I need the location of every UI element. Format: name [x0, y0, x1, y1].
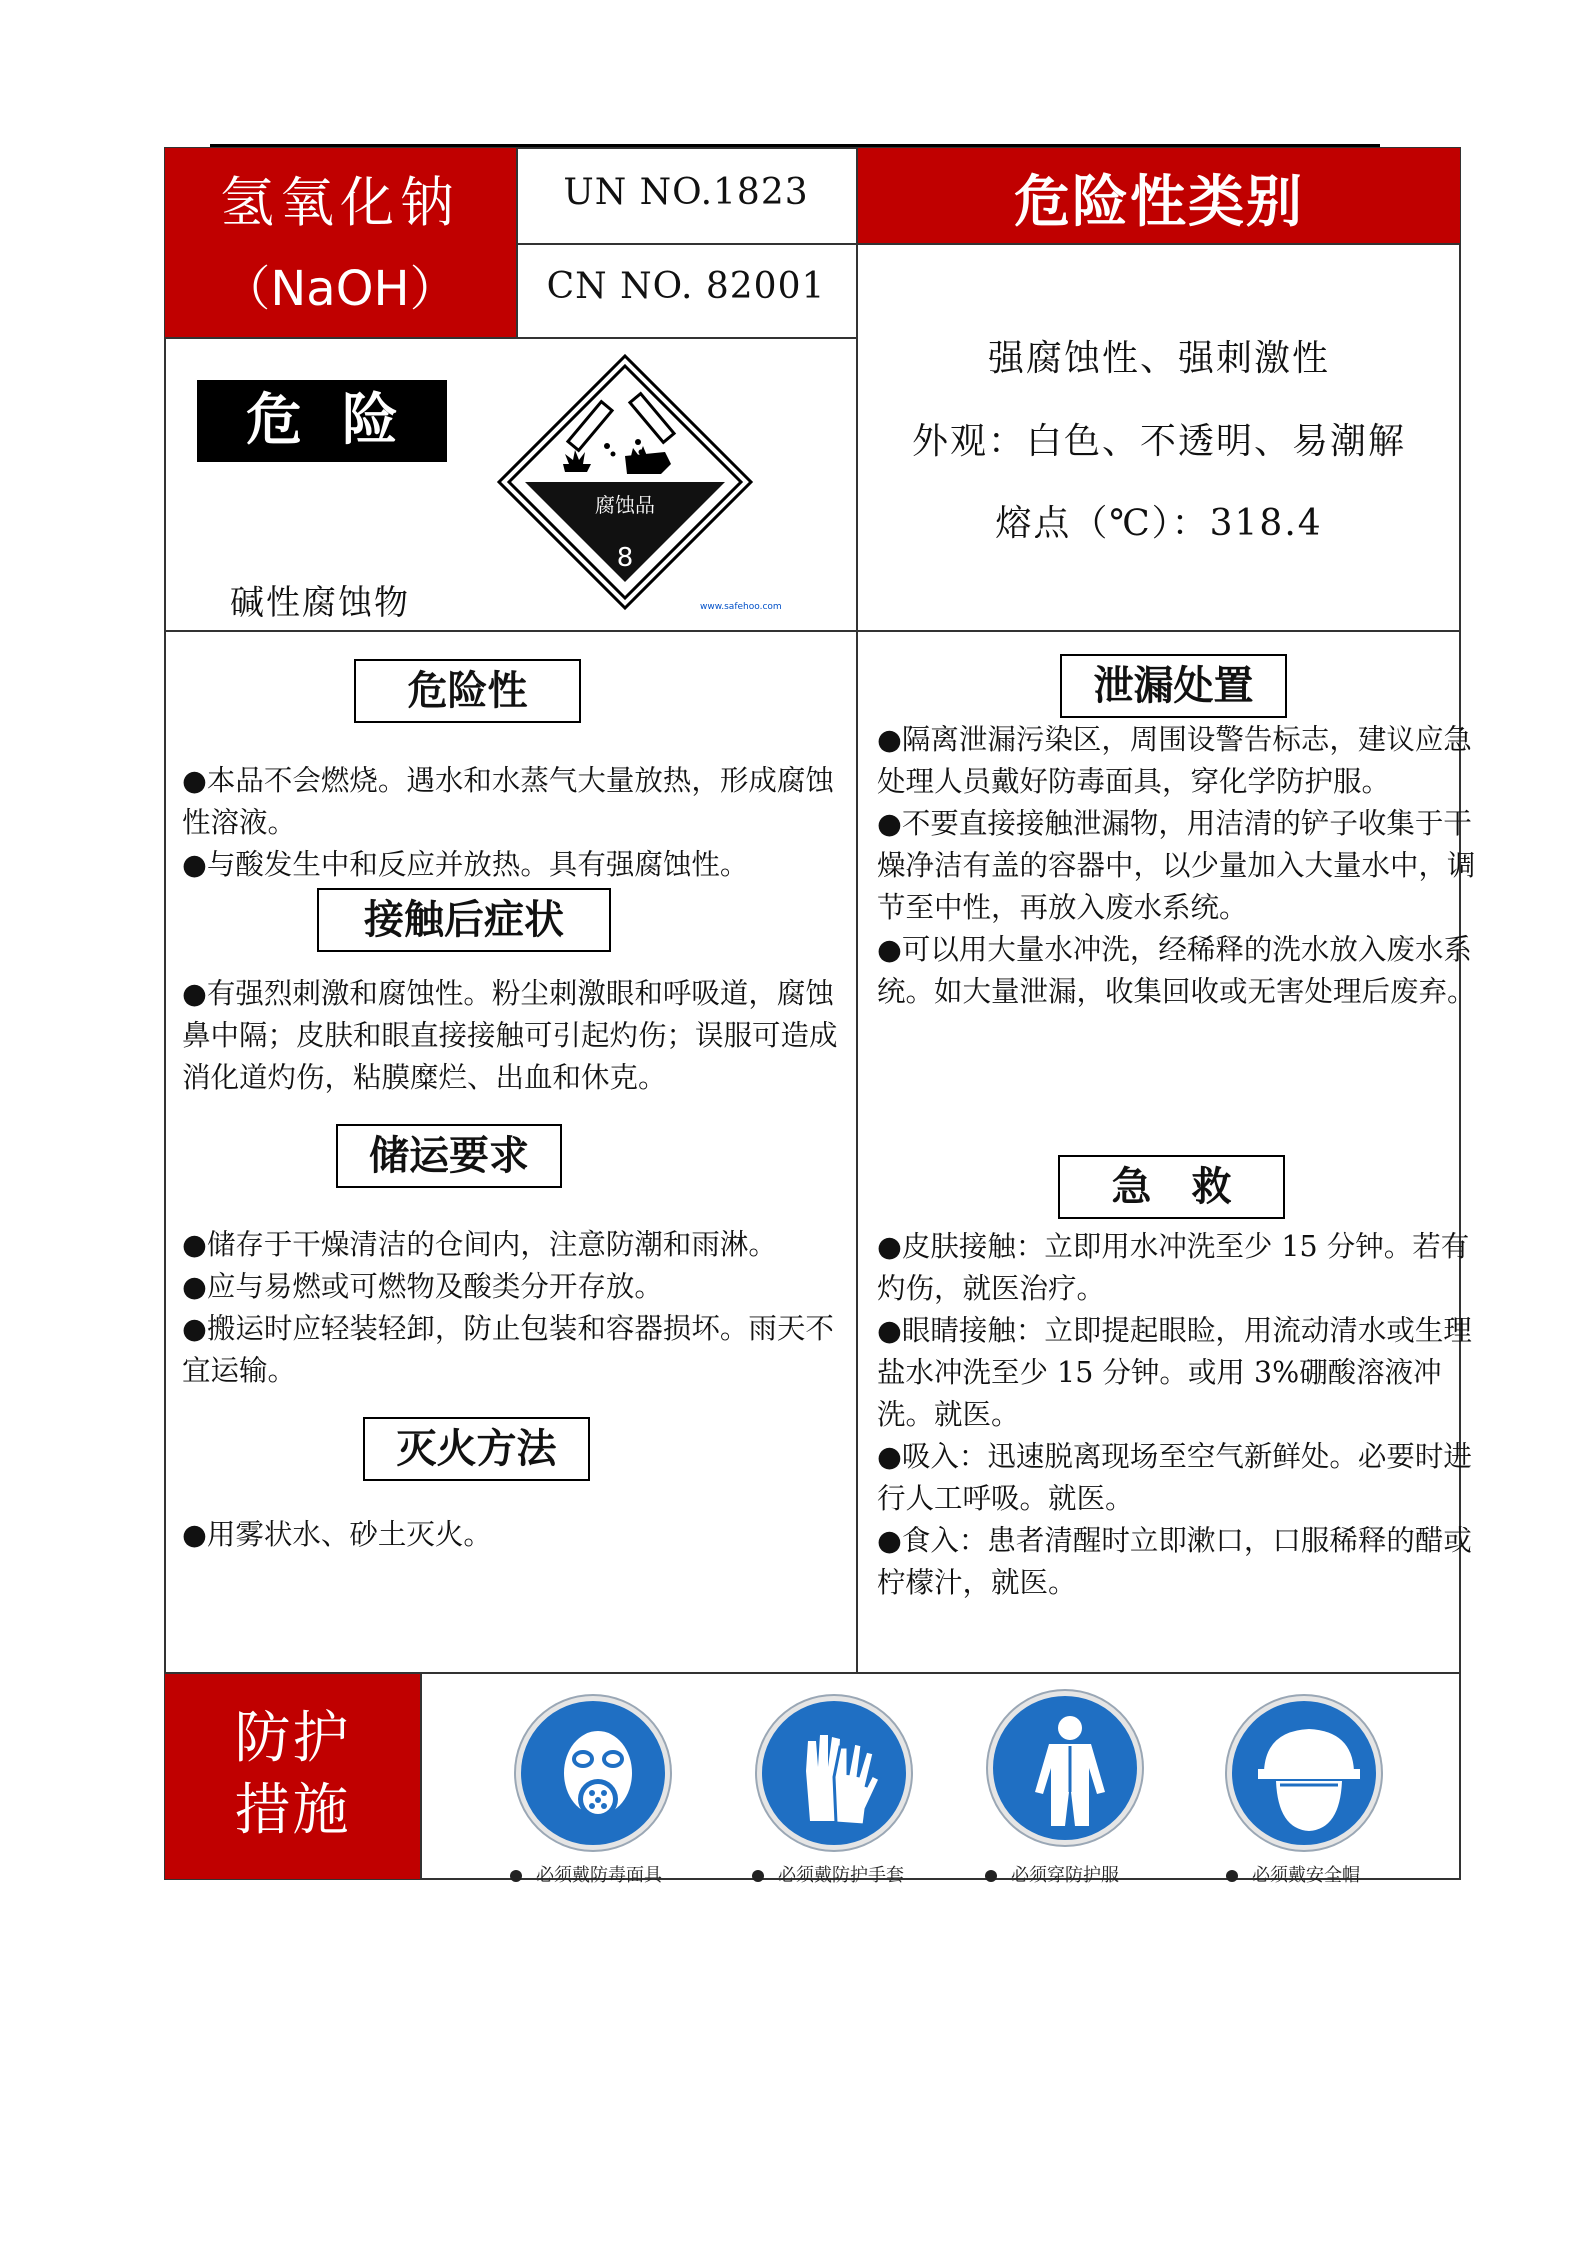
list-item: ●本品不会燃烧。遇水和水蒸气大量放热，形成腐蚀性溶液。: [182, 764, 834, 839]
caption-text: 必须戴防护手套: [778, 1865, 904, 1886]
corrosive-pictogram-icon: [495, 352, 755, 612]
chemical-name: 氢氧化钠: [220, 171, 460, 234]
list-item: ●有强烈刺激和腐蚀性。粉尘刺激眼和呼吸道，腐蚀鼻中隔；皮肤和眼直接接触可引起灼伤；误服可造成消化道灼伤，粘膜糜烂、出血和休克。: [182, 977, 838, 1094]
gas-mask-icon: [516, 1696, 670, 1850]
caption-text: 必须穿防护服: [1011, 1865, 1119, 1886]
divider: [516, 243, 1461, 245]
section-title-first-aid: 急 救: [1058, 1155, 1285, 1219]
property-melting-point: 熔点（℃）：318.4: [995, 503, 1323, 544]
list-item: ●应与易燃或可燃物及酸类分开存放。: [182, 1270, 663, 1303]
hazard-subtitle: 碱性腐蚀物: [230, 583, 410, 623]
caption-gas-mask: [510, 1861, 662, 1887]
list-item: ●吸入：迅速脱离现场至空气新鲜处。必要时进行人工呼吸。就医。: [877, 1440, 1472, 1515]
section-title-firefighting: 灭火方法: [363, 1417, 590, 1481]
first-aid-text: [877, 1226, 1477, 1604]
caption-text: 必须戴防毒面具: [536, 1865, 662, 1886]
section-title-hazard: 危险性: [354, 659, 581, 723]
pictogram-label: 腐蚀品: [595, 493, 655, 517]
section-title-symptoms: 接触后症状: [317, 888, 611, 952]
caption-gloves: [752, 1861, 904, 1887]
pictogram-class: 8: [616, 543, 634, 573]
un-number: UN NO.1823: [563, 172, 809, 213]
property-appearance: 外观：白色、不透明、易潮解: [911, 421, 1406, 462]
list-item: ●眼睛接触：立即提起眼睑，用流动清水或生理盐水冲洗至少 15 分钟。或用 3%硼酸溶液冲洗。就医。: [877, 1314, 1472, 1431]
list-item: ●隔离泄漏污染区，周围设警告标志，建议应急处理人员戴好防毒面具，穿化学防护服。: [877, 723, 1472, 798]
watermark: www.safehoo.com: [700, 602, 782, 612]
firefighting-text: [182, 1514, 854, 1556]
storage-text: [182, 1224, 854, 1392]
protection-title: [164, 1673, 421, 1880]
list-item: ●与酸发生中和反应并放热。具有强腐蚀性。: [182, 848, 749, 881]
list-item: ●食入：患者清醒时立即漱口，口服稀释的醋或柠檬汁，就医。: [877, 1524, 1472, 1599]
protection-title-line2: 措施: [234, 1778, 351, 1843]
divider: [164, 337, 857, 339]
list-item: ●皮肤接触：立即用水冲洗至少 15 分钟。若有灼伤，就医治疗。: [877, 1230, 1470, 1305]
caption-suit: [985, 1861, 1119, 1887]
cn-number: CN NO. 82001: [546, 266, 826, 307]
signal-word: 危险: [197, 380, 447, 462]
protective-suit-icon: [988, 1691, 1142, 1845]
safety-helmet-icon: [1227, 1696, 1381, 1850]
caption-helmet: [1226, 1861, 1360, 1887]
section-title-spill: 泄漏处置: [1060, 654, 1287, 718]
list-item: ●储存于干燥清洁的仓间内，注意防潮和雨淋。: [182, 1228, 777, 1261]
list-item: ●可以用大量水冲洗，经稀释的洗水放入废水系统。如大量泄漏，收集回收或无害处理后废弃。: [877, 933, 1476, 1008]
divider: [164, 630, 1461, 632]
protective-gloves-icon: [757, 1696, 911, 1850]
list-item: ●不要直接接触泄漏物，用洁清的铲子收集于干燥净洁有盖的容器中，以少量加入大量水中，调节至中性，再放入废水系统。: [877, 807, 1476, 924]
symptoms-text: [182, 973, 854, 1099]
section-title-storage: 储运要求: [336, 1124, 562, 1188]
protection-title-line1: 防护: [234, 1706, 351, 1771]
chemical-formula: （NaOH）: [222, 261, 458, 317]
hazard-class-title: 危险性类别: [1014, 170, 1304, 235]
spill-text: [877, 719, 1477, 1013]
hazard-text: [182, 760, 854, 886]
list-item: ●搬运时应轻装轻卸，防止包装和容器损坏。雨天不宜运输。: [182, 1312, 834, 1387]
list-item: ●用雾状水、砂土灭火。: [182, 1518, 492, 1551]
property-corrosivity: 强腐蚀性、强刺激性: [987, 338, 1330, 379]
caption-text: 必须戴安全帽: [1252, 1865, 1360, 1886]
